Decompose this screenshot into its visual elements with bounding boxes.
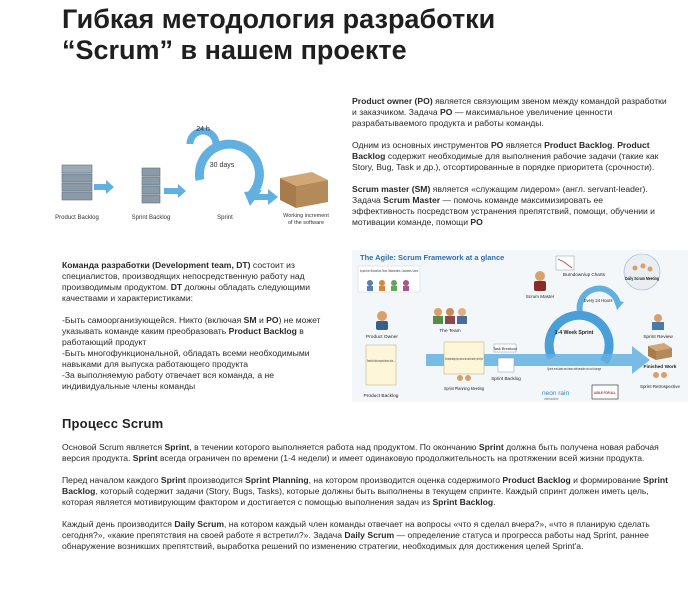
agile-badge-label: AGILE FOR ALL xyxy=(594,390,617,395)
process-text xyxy=(62,442,680,563)
finished-work-label: Finished Work xyxy=(643,365,677,370)
task-breakout-label: Task Breakout xyxy=(492,347,518,351)
dt-quality-1: -Быть самоорганизующейся. Никто (включая SM и PO) не может указывать команде каким преобразовать Product Backlog в работающий продукт xyxy=(62,315,321,347)
flow-arrow-2 xyxy=(164,184,186,198)
product-backlog-card xyxy=(366,345,396,385)
team-label: The Team xyxy=(439,329,461,334)
sm-term: Scrum master (SM) xyxy=(352,184,431,194)
sm-paragraph: Scrum master (SM) является «служащим лидером» (англ. servant-leader). Задача Scrum Master — помочь команде максимизировать ее эффективность посредством устранения препятствий, помощи, обучении и мотивации команде, помощи PO xyxy=(352,184,655,227)
dev-team-text xyxy=(62,260,338,392)
process-paragraph-1: Основой Scrum является Sprint, в течении которого выполняется работа над продуктом. По окончанию Sprint должна быть получена новая рабочая версия продукта. Sprint всегда ограничен по времени (1-4 недели) и имеет одинаковую продолжительность на протяжении всей жизни продукта. xyxy=(62,442,659,463)
software-box xyxy=(280,172,328,208)
framework-title: The Agile: Scrum Framework at a glance xyxy=(360,253,505,262)
scrum-flow-figure xyxy=(50,100,340,230)
label-of-the-software: of the software xyxy=(287,220,325,226)
every-24-hours-label: Every 24 Hours xyxy=(583,298,613,303)
po-term: Product owner (PO) xyxy=(352,96,433,106)
roles-po-sm-text xyxy=(352,96,667,239)
sprint-backlog-label: Sprint Backlog xyxy=(491,376,521,381)
burndown-label: Burndown/up Charts xyxy=(563,272,605,277)
retrospective-label: Sprint Retrospective xyxy=(640,384,681,389)
product-backlog-stack xyxy=(62,165,92,200)
sprint-backlog-card xyxy=(498,358,514,372)
sprint-review-label: Sprint Review xyxy=(643,335,673,340)
process-paragraph-3: Каждый день производится Daily Scrum, на котором каждый член команды отвечает на вопросы «что я сделал вчера?», «что я планирую сделать сегодня?», «какие препятствия на своей работе я встретил?». Задача Daily Scrum — определение статуса и прогресса работы над Sprint, раннее обнаружение возникших препятствий, выработка решений по изменению стратегии, необходимых для достижения целей Sprint'а. xyxy=(62,519,650,551)
process-paragraph-2: Перед началом каждого Sprint производится Sprint Planning, на котором производится оценка содержимого Product Backlog и формирование Sprint Backlog, который содержит задачи (Story, Bugs, Tasks), которые должны быть выполнены в текущем спринте. Каждый спринт должен иметь цель, которая является мотивирующим фактором и достигается с помощью выполнения задач из Sprint Backlog. xyxy=(62,475,668,507)
team-selects-label: Team selects starting at top as much as it can commit to deliver by end of Sprint xyxy=(445,357,484,361)
dt-term: Команда разработки (Development team, DT) xyxy=(62,260,251,270)
label-product-backlog: Product Backlog xyxy=(55,215,99,221)
process-heading: Процесс Scrum xyxy=(62,416,164,431)
dt-paragraph: Команда разработки (Development team, DT) состоит из специалистов, производящих непосредственную работу над производимым продуктом. DT должны обладать следующими качествами и характеристиками: xyxy=(62,260,310,303)
page-title-line2: “Scrum” в нашем проекте xyxy=(62,35,407,65)
cycle-short-label: 24 h xyxy=(196,126,210,133)
sprint-loop-arrow xyxy=(199,144,259,196)
label-working-increment: Working increment xyxy=(283,213,329,219)
label-sprint-backlog: Sprint Backlog xyxy=(131,215,171,221)
daily-scrum-icon xyxy=(624,254,660,290)
po-paragraph: Product owner (PO) является связующим звеном между командой разработки и заказчиком. Задача PO — максимальное увеличение ценности разрабатываемого продукта и работы команды. xyxy=(352,96,667,128)
brand-sub-text: interactive xyxy=(544,397,559,401)
flow-arrow-1 xyxy=(94,180,114,194)
brand-logo-text: neon rain xyxy=(542,390,570,397)
page-title xyxy=(62,4,622,66)
scrum-framework-figure xyxy=(352,250,688,402)
page-title-line1: Гибкая методология разработки xyxy=(62,4,496,34)
po-backlog-paragraph: Одним из основных инструментов PO является Product Backlog. Product Backlog содержит необходимые для выполнения рабочие задачи (такие как Story, Bug, Task и др.), отсортированные в порядке приоритета (срочности). xyxy=(352,140,659,172)
product-backlog-label: Product Backlog xyxy=(363,394,399,399)
dt-qualities-list xyxy=(62,315,338,392)
sprint-planning-label: Sprint Planning Meeting xyxy=(444,386,485,391)
dt-quality-2: -Быть многофункциональной, обладать всеми необходимыми навыками для выпуска работающего продукта xyxy=(62,348,310,369)
team-icon xyxy=(433,308,467,324)
inputs-label: Inputs from Executives, Team, Stakeholders, Customers, Users xyxy=(360,269,419,273)
sprint-backlog-stack xyxy=(142,168,160,203)
end-date-label: Sprint end date and team deliverable do not change xyxy=(547,367,601,371)
scrum-master-label: Scrum Master xyxy=(525,294,555,299)
label-sprint: Sprint xyxy=(217,215,233,221)
sprint-length-label: 1-4 Week Sprint xyxy=(554,330,594,336)
product-owner-label: Product Owner xyxy=(366,335,398,340)
ranked-list-label: Ranked list of what is required: features, stories, ... xyxy=(367,359,396,363)
dt-quality-3: -За выполняемую работу отвечает вся команда, а не индивидуальные члены команды xyxy=(62,370,275,391)
daily-scrum-label: Daily Scrum Meeting xyxy=(625,276,660,281)
cycle-long-label: 30 days xyxy=(209,162,235,169)
